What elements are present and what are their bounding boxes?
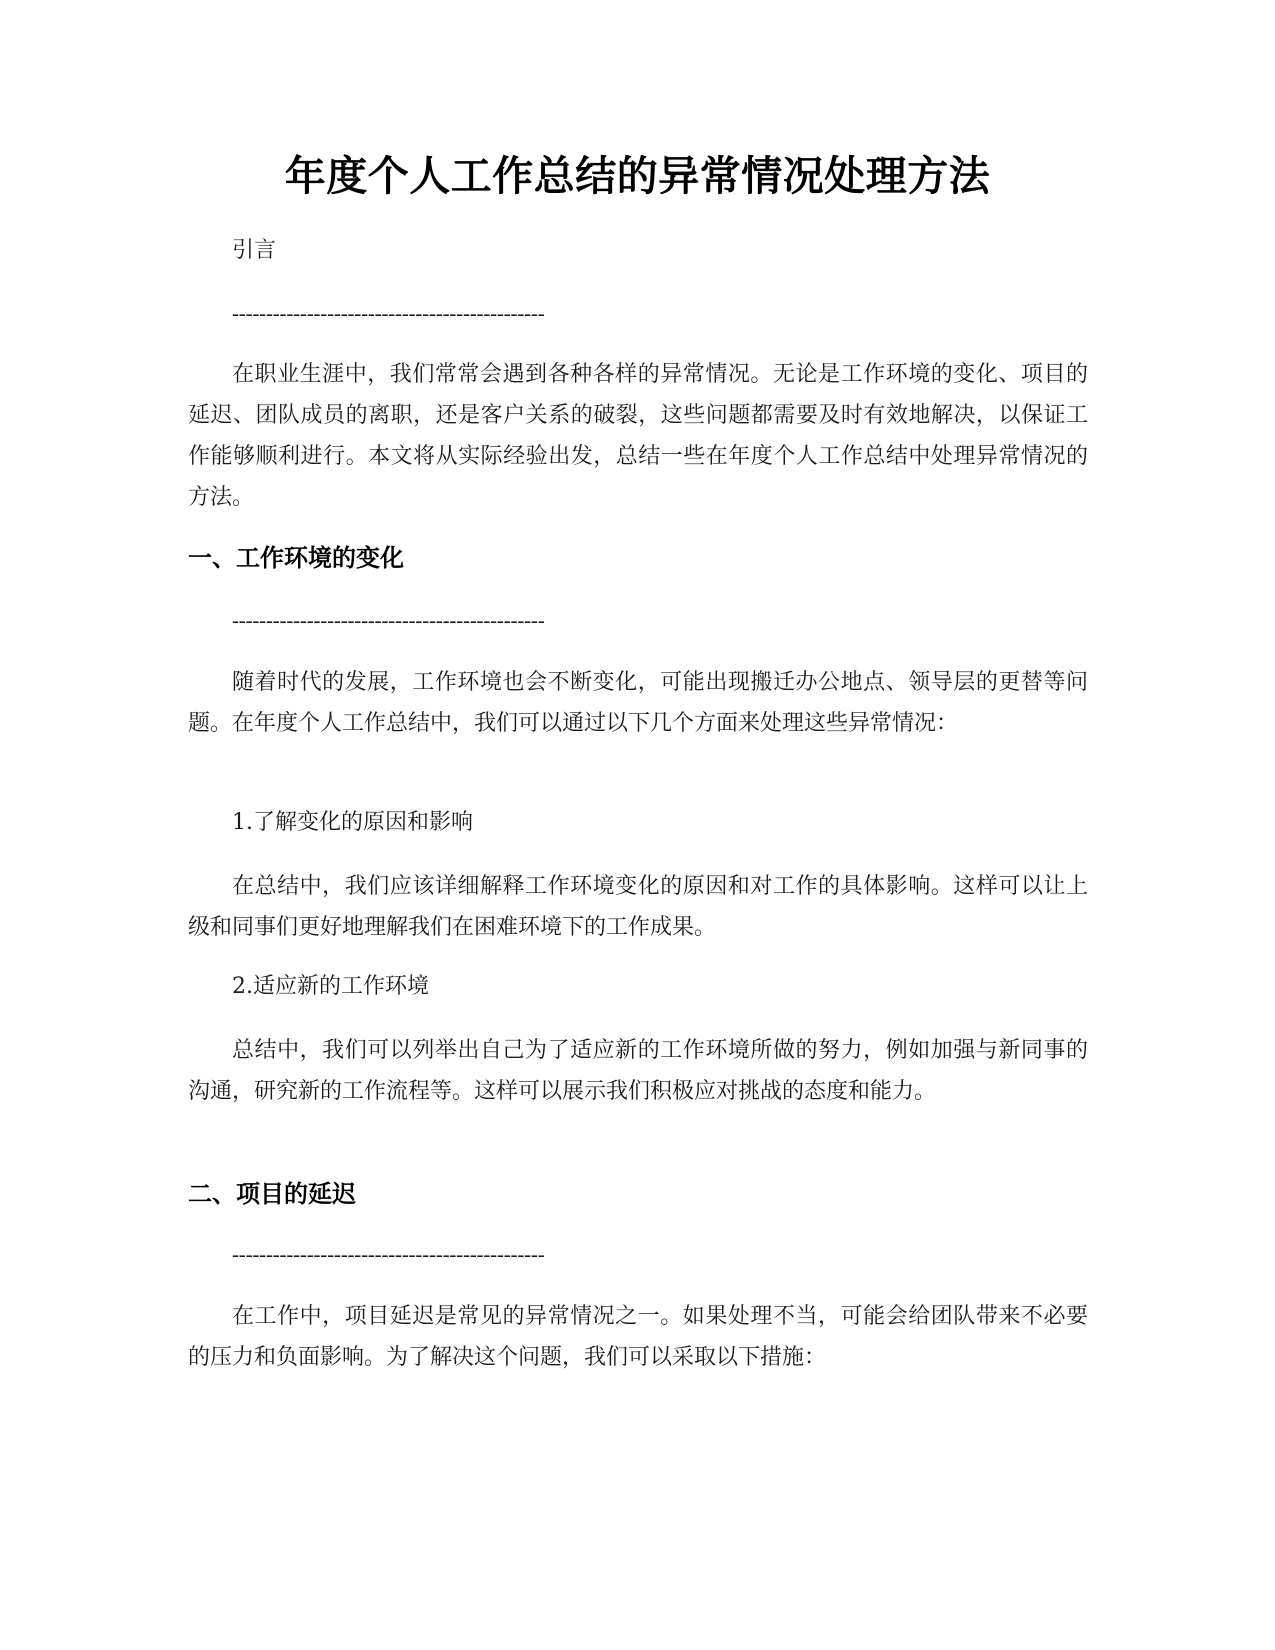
section1-item2-text: 总结中，我们可以列举出自己为了适应新的工作环境所做的努力，例如加强与新同事的沟通，研究新的工作流程等。这样可以展示我们积极应对挑战的态度和能力。 [188, 1038, 1088, 1104]
section1-heading: 一、工作环境的变化 [188, 544, 404, 572]
section1-paragraph: 随着时代的发展，工作环境也会不断变化，可能出现搬迁办公地点、领导层的更替等问题。在年度个人工作总结中，我们可以通过以下几个方面来处理这些异常情况： [188, 670, 1088, 736]
intro-label: 引言 [232, 238, 277, 263]
intro-paragraph: 在职业生涯中，我们常常会遇到各种各样的异常情况。无论是工作环境的变化、项目的延迟、团队成员的离职，还是客户关系的破裂，这些问题都需要及时有效地解决，以保证工作能够顺利进行。本文将从实际经验出发，总结一些在年度个人工作总结中处理异常情况的方法。 [188, 362, 1088, 510]
section1-item2-title: 2.适应新的工作环境 [232, 974, 429, 999]
section2-paragraph: 在工作中，项目延迟是常见的异常情况之一。如果处理不当，可能会给团队带来不必要的压力和负面影响。为了解决这个问题，我们可以采取以下措施： [188, 1304, 1088, 1370]
divider-section2: ---------------------------------------------- [232, 1242, 545, 1266]
divider-intro: ---------------------------------------------- [232, 301, 545, 325]
section1-item1-text: 在总结中，我们应该详细解释工作环境变化的原因和对工作的具体影响。这样可以让上级和同事们更好地理解我们在困难环境下的工作成果。 [188, 874, 1088, 940]
page-title: 年度个人工作总结的异常情况处理方法 [284, 152, 991, 200]
section2-heading: 二、项目的延迟 [188, 1180, 356, 1208]
divider-section1: ---------------------------------------------- [232, 608, 545, 632]
section1-item1-title: 1.了解变化的原因和影响 [232, 810, 473, 835]
